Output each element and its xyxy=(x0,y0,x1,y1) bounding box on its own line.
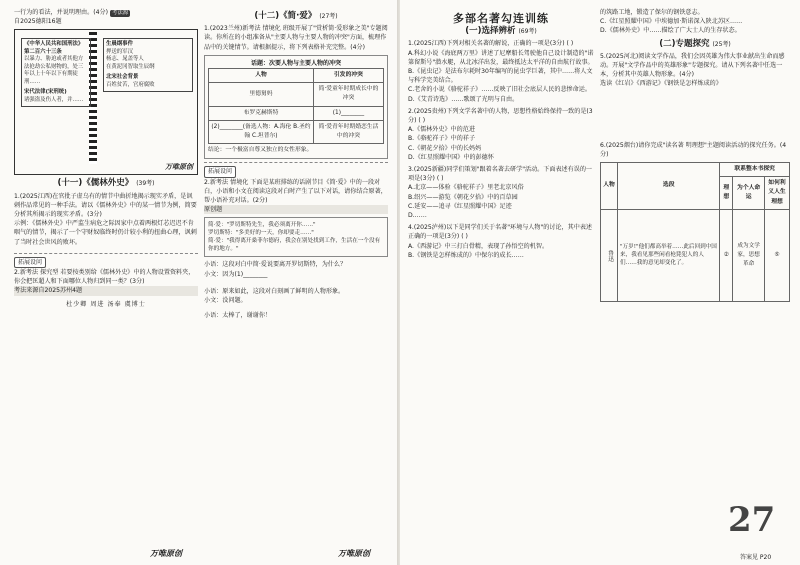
brand-footer-1: 万唯原创 xyxy=(150,549,182,558)
right-page xyxy=(400,0,800,565)
left-column-1 xyxy=(14,8,198,309)
q2-options: 杜少卿 周进 汤奉 虞博士 xyxy=(66,300,146,308)
scroll-left: 《中华人民共和国刑法》第二百六十三条 以暴力、胁迫或者其他方法抢劫公私财物的，处三年以上十年以下有期徒刑…… 宋代法律(宋刑统) 诸强盗及伤人者，并…… xyxy=(21,38,91,107)
scroll-right: 生晨纲事件 押送的军汉 杨志、晁盖等人 在黄泥冈智取生辰纲 北宋社会背景 百姓贫苦，官府腐败 xyxy=(103,38,193,92)
r-question-6: 6.(2025烟台)请你完成"读名著 明理想"主题阅读活动的探究任务。(4分) xyxy=(600,141,787,158)
ext-label-2: 拓展设问 xyxy=(204,166,236,177)
source-tag: 考法源 xyxy=(111,10,129,16)
c2-q1: 1.(2023兰州)新考法 情境化 班级开展了"赏析简·爱形象之美"专题阅读。你所在的小组准备从"主要人物与主要人物的冲突"方面，梳理作品中的关键情节。请根据提示，将下列表格补充完整。(4分) xyxy=(204,25,388,51)
chat-lines: 小语：这段对白中简·爱说要离开罗切斯特，为什么？ 小文：因为(1)________ 小语：原来如此，这段对白刻画了鲜明的人物形象。 小文：没问题。 小语：太棒了，谢谢你！ xyxy=(204,261,347,320)
q4-continued: 的筑路工地，锻造了保尔的钢铁意志。 C.《红星照耀中国》中埃德加·斯诺深入陕北苏区…… D.《儒林外史》中……描绘了广大士人的生存状态。 xyxy=(600,9,743,35)
right-column-1 xyxy=(408,8,594,260)
r-question-5: 5.(2025河北)阅读文学作品，我们会因英雄为伟大事业献出生命而感动。开展"文学作品中的英雄形象"专题探究。请从下列名著中任选一本，分析其中英雄人物形象。(4分) 选读《红岩》《西游记》《钢铁是怎样炼成的》 xyxy=(600,52,785,88)
conflict-table-grid: 人物 引发的冲突 里德舅妈 简·爱童年时期成长中的冲突 布罗克赫斯特 (1)________ (2)________(备选人物：A.海伦 B.圣约翰 C.坦普尔) 简·爱青年时期婚恋生活中的冲突 xyxy=(208,68,384,144)
conflict-table: 话题：次要人物与主要人物的冲突 人物 引发的冲突 里德舅妈 简·爱童年时期成长中的冲突 布罗克赫斯特 (1)________ (2)________(备选人物：A.海伦 B.圣约翰 C.坦普尔) 简·爱青年时期婚恋生活中的冲突 结论：一个极富自尊又独立的女性形象。 xyxy=(204,55,388,160)
brand-logo: 万唯原创 xyxy=(165,163,193,172)
ext-label: 拓展设问 xyxy=(14,257,46,268)
page-number: 27 xyxy=(728,500,776,540)
right-column-2 xyxy=(600,8,790,302)
left-column-2 xyxy=(204,8,388,320)
c1-intro: 一行为的看法，并说明理由。(4分) 考法源 自2025德阳16题 xyxy=(14,9,129,26)
r-question-3: 3.(2025新疆)同学们策划"跟着名著去研学"活动。下面表述有误的一项是(3分) ( ) A.北京——体验《骆驼祥子》里老北京风俗 B.绍兴——游览《朝花夕拾》中的百草园 C.延安——追寻《红星照耀中国》足迹 D.…… xyxy=(408,166,593,220)
section-title-jane-eyre: (十二)《简·爱》 (27考) xyxy=(254,11,338,21)
ideal-table: 人物 选段 联系整本书探究 理想 为个人命运 如何利义人生理想 鲁迅 "万岁!"他们都高举着……此后回到中国来，我看见那些闲看枪毙犯人的人们……我的意见却变化了。 ② 成为文学家，思想革命 ⑤ xyxy=(600,162,790,302)
section-title-rulin: (十一)《儒林外史》 (39考) xyxy=(57,178,155,189)
subsection-explore: (二)专题探究 (25考) xyxy=(659,38,731,49)
r-question-1: 1.(2025江西)下列对相关名著的解说，正确的一项是(3分) ( ) A.科幻小说《海底两万里》讲述了尼摩船长驾驶他自己设计制造的"诺第留斯号"潜水艇，从北冰洋出发，最终抵达太平洋的自由航行故事。 B.《昆虫记》是法布尔耗时30年编写的昆虫学巨著，其中……将人文与科学完美结合。 C.老舍的小说《骆驼祥子》……反映了旧社会底层人民的悲惨命运。 D.《艾青诗选》……歌颂了光明与自由。 xyxy=(408,40,594,103)
subsection-choice: (一)选择辨析 (69考) xyxy=(465,26,537,37)
brand-footer-2: 万唯原创 xyxy=(338,549,370,558)
question-1: 1.(2025江西)在官批子虚乌有的情节中曲折地揭示现实矛盾，是讽刺作品常见的一种手法。请以《儒林外史》中的某一情节为例，简要分析其所揭示的现实矛盾。(3分) 示例：《儒林外史》中严监生病危之际因家中点着两根灯芯迟迟不肯咽气的情节，揭示了一个守财奴临终时仍计较小利的扭曲心理，讽刺了当时社会世风的败坏。 xyxy=(14,192,197,246)
dialog-box: 简·爱："罗切斯特先生，我必须离开你……" 罗切斯特："多美好的一天，你却要走……" 简·爱："我得离开桑菲尔德府，我会在别处找到工作，生活在一个没有你的地方。" xyxy=(204,217,388,257)
scroll-illustration xyxy=(14,29,198,175)
extension-block-2: 拓展设问 2.新考法 情境化 下面是某班排练的话剧节目《简·爱》中的一段对白，小语和小文在阅读这段对白时产生了以下对话，请你结合原著，帮小语补充对话。(2分) 原创题 简·爱："罗切斯特先生，我必须离开你……" 罗切斯特："多美好的一天，你却要走……" 简·爱："我得离开桑菲尔德府，我会在别处找到工作，生活在一个没有你的地方。" 小语：这段对白中简·爱说要离开罗切斯特，为什么？ 小文：因为(1)________ 小语：原来如此，这段对白刻画了鲜明的人物形象。 小文：没问题。 小语：太棒了，谢谢你！ xyxy=(204,162,388,320)
answer-reference: 答案见 P20 xyxy=(740,554,772,561)
main-title: 多部名著勾连训练 xyxy=(453,12,549,25)
r-question-4: 4.(2025泸州)以下是同学们关于名著"环境与人物"的讨论，其中表述正确的一项是(3分) ( ) A.《西游记》中三打白骨精，表现了孙悟空的机智。 B.《钢铁是怎样炼成的》中保尔的成长…… xyxy=(408,224,593,259)
answer-space xyxy=(600,89,790,141)
r-question-2: 2.(2025贵州)下列文学名著中的人物，思想性格始终保持一致的是(3分) ( ) A.《儒林外史》中的范进 B.《骆驼祥子》中的祥子 C.《朝花夕拾》中的长妈妈 D.《红星照耀中国》中的彭德怀 xyxy=(408,107,593,161)
extension-block: 拓展设问 2.新考法 探究型 若要按类别给《儒林外史》中的人物设置资料夹，你会把匡超人和下面哪位人物归到同一类？(3分) 考法来源自2025苏州4题 杜少卿 周进 汤奉 虞博士 xyxy=(14,253,198,309)
